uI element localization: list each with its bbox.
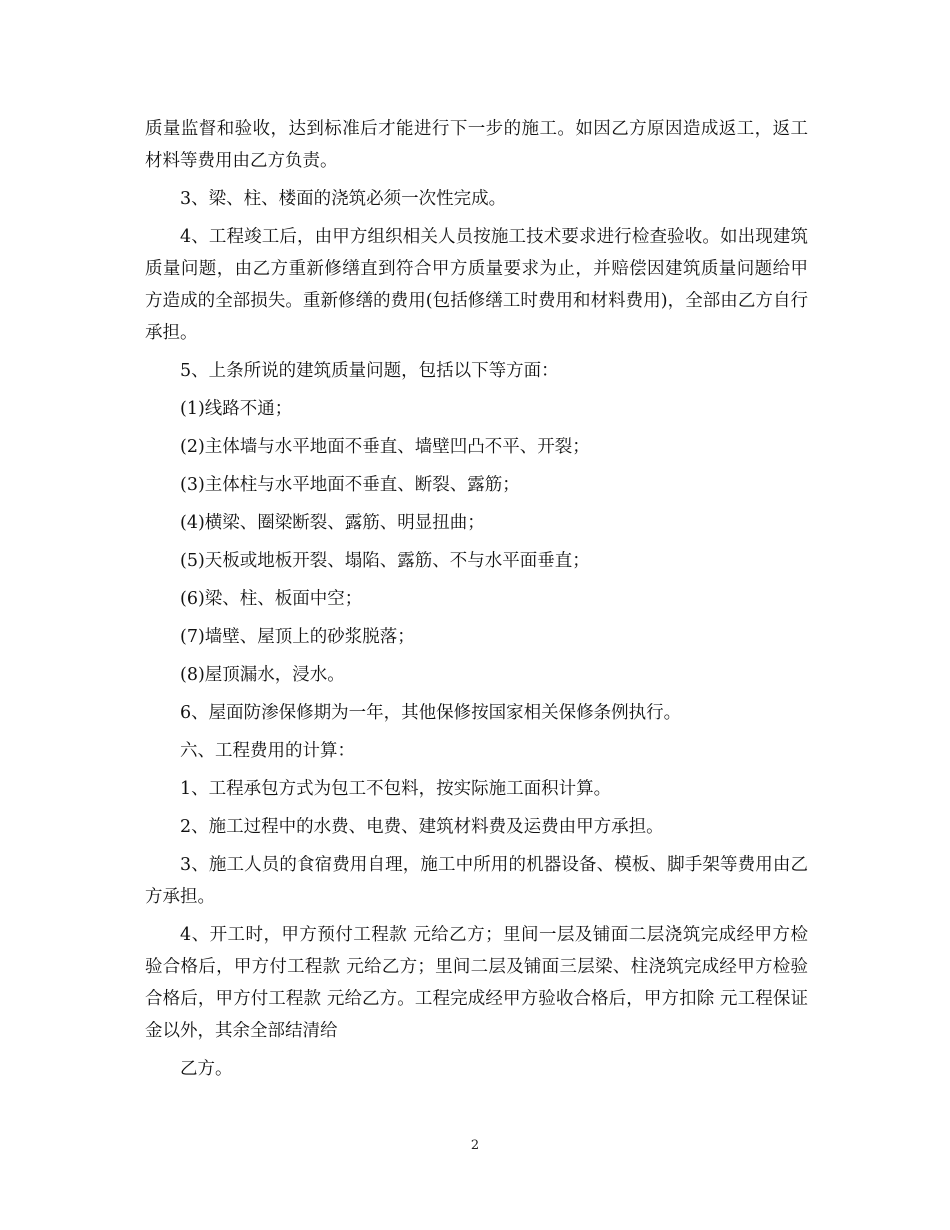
- list-item-3: (3)主体柱与水平地面不垂直、断裂、露筋；: [180, 475, 520, 495]
- paragraph-item-6: 6、屋面防渗保修期为一年，其他保修按国家相关保修条例执行。: [180, 703, 682, 723]
- page-number: 2: [470, 1138, 480, 1153]
- paragraph-item-3: 3、梁、柱、楼面的浇筑必须一次性完成。: [180, 189, 507, 209]
- section-heading-costs: 六、工程费用的计算：: [180, 741, 355, 761]
- cost-item-1: 1、工程承包方式为包工不包料，按实际施工面积计算。: [180, 779, 612, 799]
- paragraph-item-4: 4、工程竣工后，由甲方组织相关人员按施工技术要求进行检查验收。如出现建筑质量问题，由乙方重新修缮直到符合甲方质量要求为止，并赔偿因建筑质量问题给甲方造成的全部损失。重新修缮的费用(包括修缮工时费用和材料费用)，全部由乙方自行承担。: [145, 227, 808, 343]
- list-item-5: (5)天板或地板开裂、塌陷、露筋、不与水平面垂直；: [180, 551, 590, 571]
- paragraph-closing: 乙方。: [180, 1059, 233, 1079]
- list-item-8: (8)屋顶漏水，浸水。: [180, 665, 345, 685]
- list-item-6: (6)梁、柱、板面中空；: [180, 589, 363, 609]
- paragraph-quality-supervision: 质量监督和验收，达到标准后才能进行下一步的施工。如因乙方原因造成返工，返工材料等费用由乙方负责。: [145, 119, 808, 171]
- list-item-1: (1)线路不通；: [180, 399, 293, 419]
- cost-item-4: 4、开工时，甲方预付工程款 元给乙方；里间一层及铺面二层浇筑完成经甲方检验合格后，甲方付工程款 元给乙方；里间二层及铺面三层梁、柱浇筑完成经甲方检验合格后，甲方付工程款 元给乙方。工程完成经甲方验收合格后，甲方扣除 元工程保证金以外，其余全部结清给: [145, 925, 808, 1041]
- cost-item-2: 2、施工过程中的水费、电费、建筑材料费及运费由甲方承担。: [180, 817, 664, 837]
- cost-item-3: 3、施工人员的食宿费用自理，施工中所用的机器设备、模板、脚手架等费用由乙方承担。: [145, 855, 808, 907]
- list-item-4: (4)横梁、圈梁断裂、露筋、明显扭曲；: [180, 513, 485, 533]
- document-body: [145, 113, 808, 1085]
- paragraph-item-5: 5、上条所说的建筑质量问题，包括以下等方面：: [180, 361, 559, 381]
- list-item-7: (7)墙壁、屋顶上的砂浆脱落；: [180, 627, 415, 647]
- list-item-2: (2)主体墙与水平地面不垂直、墙壁凹凸不平、开裂；: [180, 437, 590, 457]
